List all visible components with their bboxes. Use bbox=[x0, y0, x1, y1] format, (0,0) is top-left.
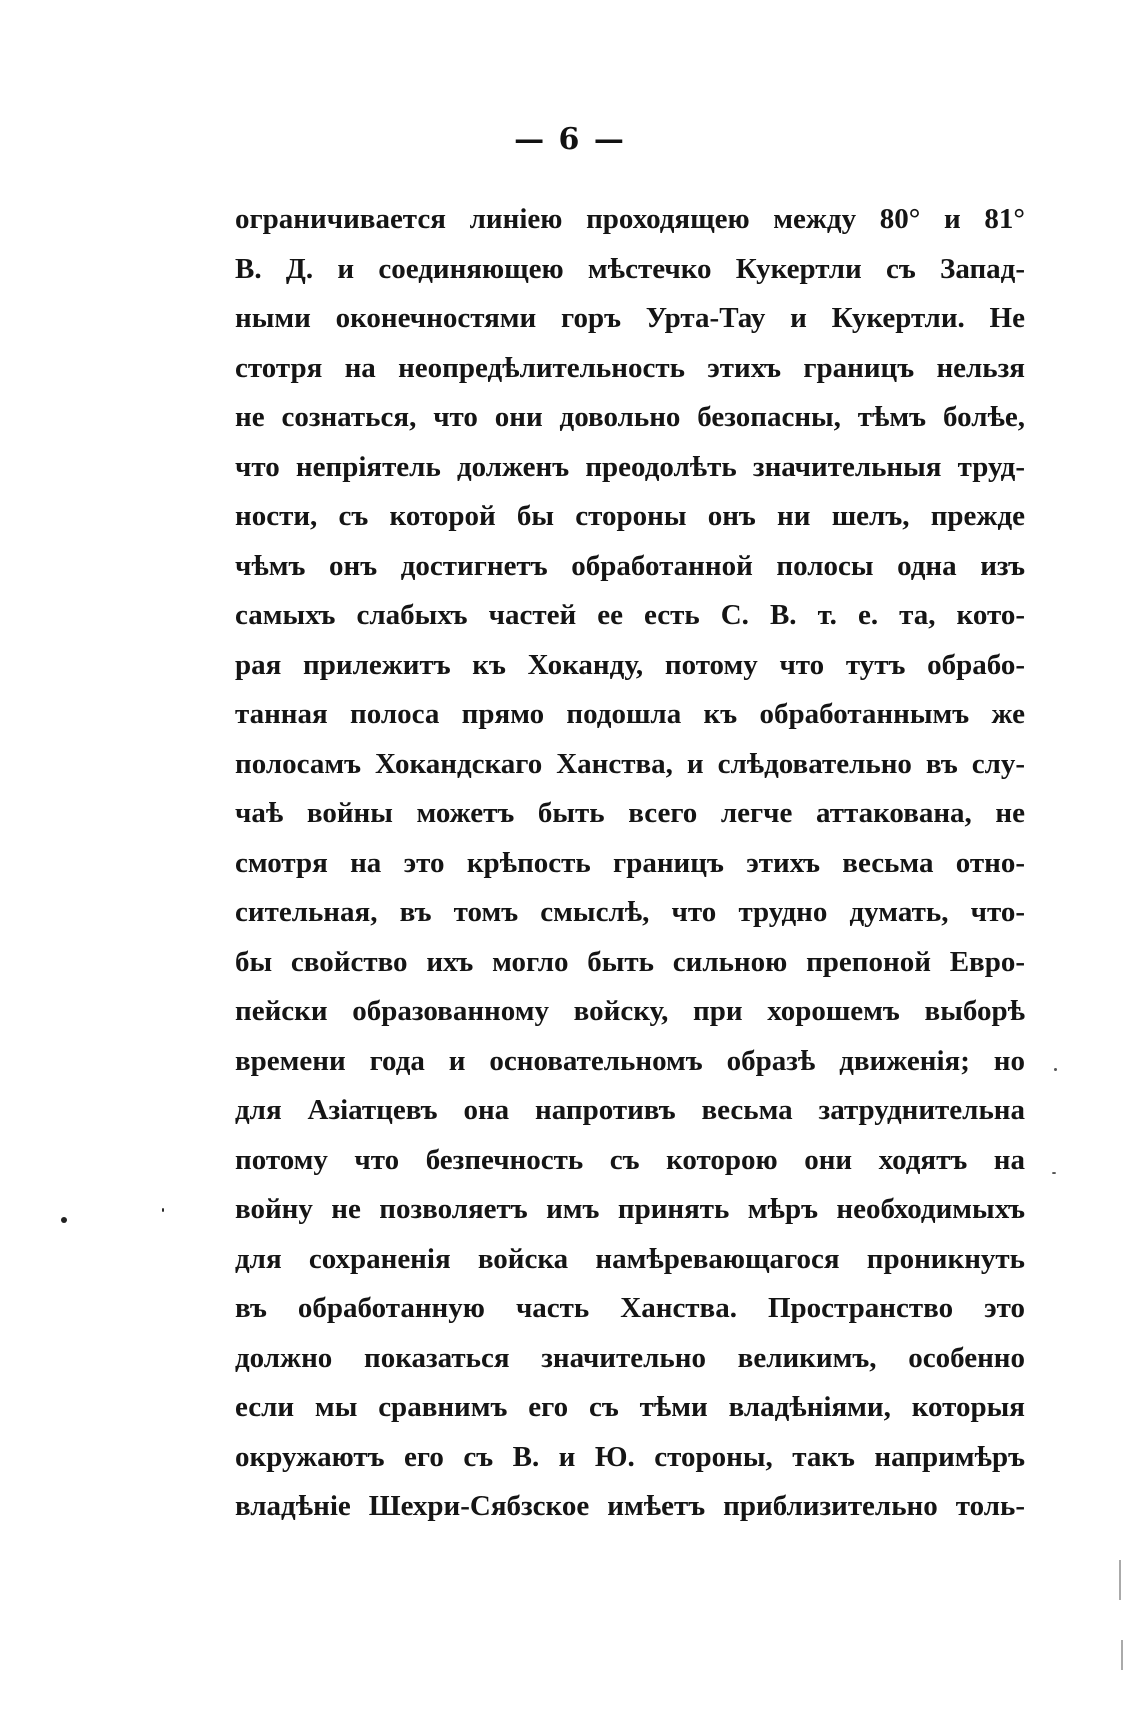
text-line: пейски образованному войску, при хорошемъ выборѣ bbox=[235, 995, 1025, 1027]
text-line: окружаютъ его съ В. и Ю. стороны, такъ напримѣръ bbox=[235, 1440, 1025, 1473]
text-line: рая прилежитъ къ Хоканду, потому что тутъ обрабо- bbox=[235, 648, 1025, 681]
ink-speck bbox=[162, 1208, 164, 1212]
ink-speck bbox=[1052, 1172, 1056, 1174]
text-line: времени года и основательномъ образѣ движенія; но bbox=[235, 1044, 1025, 1077]
text-line: для сохраненія войска намѣревающагося проникнуть bbox=[235, 1242, 1025, 1275]
text-line: что непріятель долженъ преодолѣть значительныя труд- bbox=[235, 450, 1025, 483]
page-number: — 6 — bbox=[514, 122, 626, 157]
body-text bbox=[235, 195, 1025, 1532]
text-line: полосамъ Хокандскаго Ханства, и слѣдовательно въ слу- bbox=[235, 747, 1025, 780]
text-line: чѣмъ онъ достигнетъ обработанной полосы одна изъ bbox=[235, 549, 1025, 582]
text-line: владѣніе Шехри-Сябзское имѣетъ приблизительно толь- bbox=[235, 1490, 1025, 1522]
ink-speck bbox=[61, 1217, 67, 1223]
text-line: стотря на неопредѣлительность этихъ границъ нельзя bbox=[235, 351, 1025, 384]
text-line: не сознаться, что они довольно безопасны, тѣмъ болѣе, bbox=[235, 401, 1025, 433]
text-line: если мы сравнимъ его съ тѣми владѣніями, которыя bbox=[235, 1391, 1025, 1423]
text-line: ными оконечностями горъ Урта-Тау и Кукертли. Не bbox=[235, 302, 1025, 334]
text-line: ограничивается линіею проходящею между 80° и 81° bbox=[235, 203, 1025, 235]
text-line: бы свойство ихъ могло быть сильною препоной Евро- bbox=[235, 945, 1025, 978]
text-line: В. Д. и соединяющею мѣстечко Кукертли съ Запад- bbox=[235, 252, 1025, 285]
text-line: самыхъ слабыхъ частей ее есть С. В. т. е. та, кото- bbox=[235, 599, 1025, 631]
text-line: для Азіатцевъ она напротивъ весьма затруднительна bbox=[235, 1094, 1025, 1126]
ink-speck bbox=[1054, 1068, 1057, 1071]
text-line: въ обработанную часть Ханства. Пространство это bbox=[235, 1292, 1025, 1324]
text-line: ности, съ которой бы стороны онъ ни шелъ, прежде bbox=[235, 500, 1025, 532]
text-line: должно показаться значительно великимъ, особенно bbox=[235, 1341, 1025, 1374]
text-line: смотря на это крѣпость границъ этихъ весьма отно- bbox=[235, 846, 1025, 879]
text-line: потому что безпечность съ которою они ходятъ на bbox=[235, 1143, 1025, 1176]
text-line: войну не позволяетъ имъ принять мѣръ необходимыхъ bbox=[235, 1193, 1025, 1225]
text-line: сительная, въ томъ смыслѣ, что трудно думать, что- bbox=[235, 896, 1025, 928]
text-line: танная полоса прямо подошла къ обработаннымъ же bbox=[235, 698, 1025, 730]
text-line: чаѣ войны можетъ быть всего легче аттакована, не bbox=[235, 797, 1025, 829]
scan-edge-mark bbox=[1121, 1640, 1123, 1670]
scan-edge-mark bbox=[1119, 1560, 1121, 1600]
